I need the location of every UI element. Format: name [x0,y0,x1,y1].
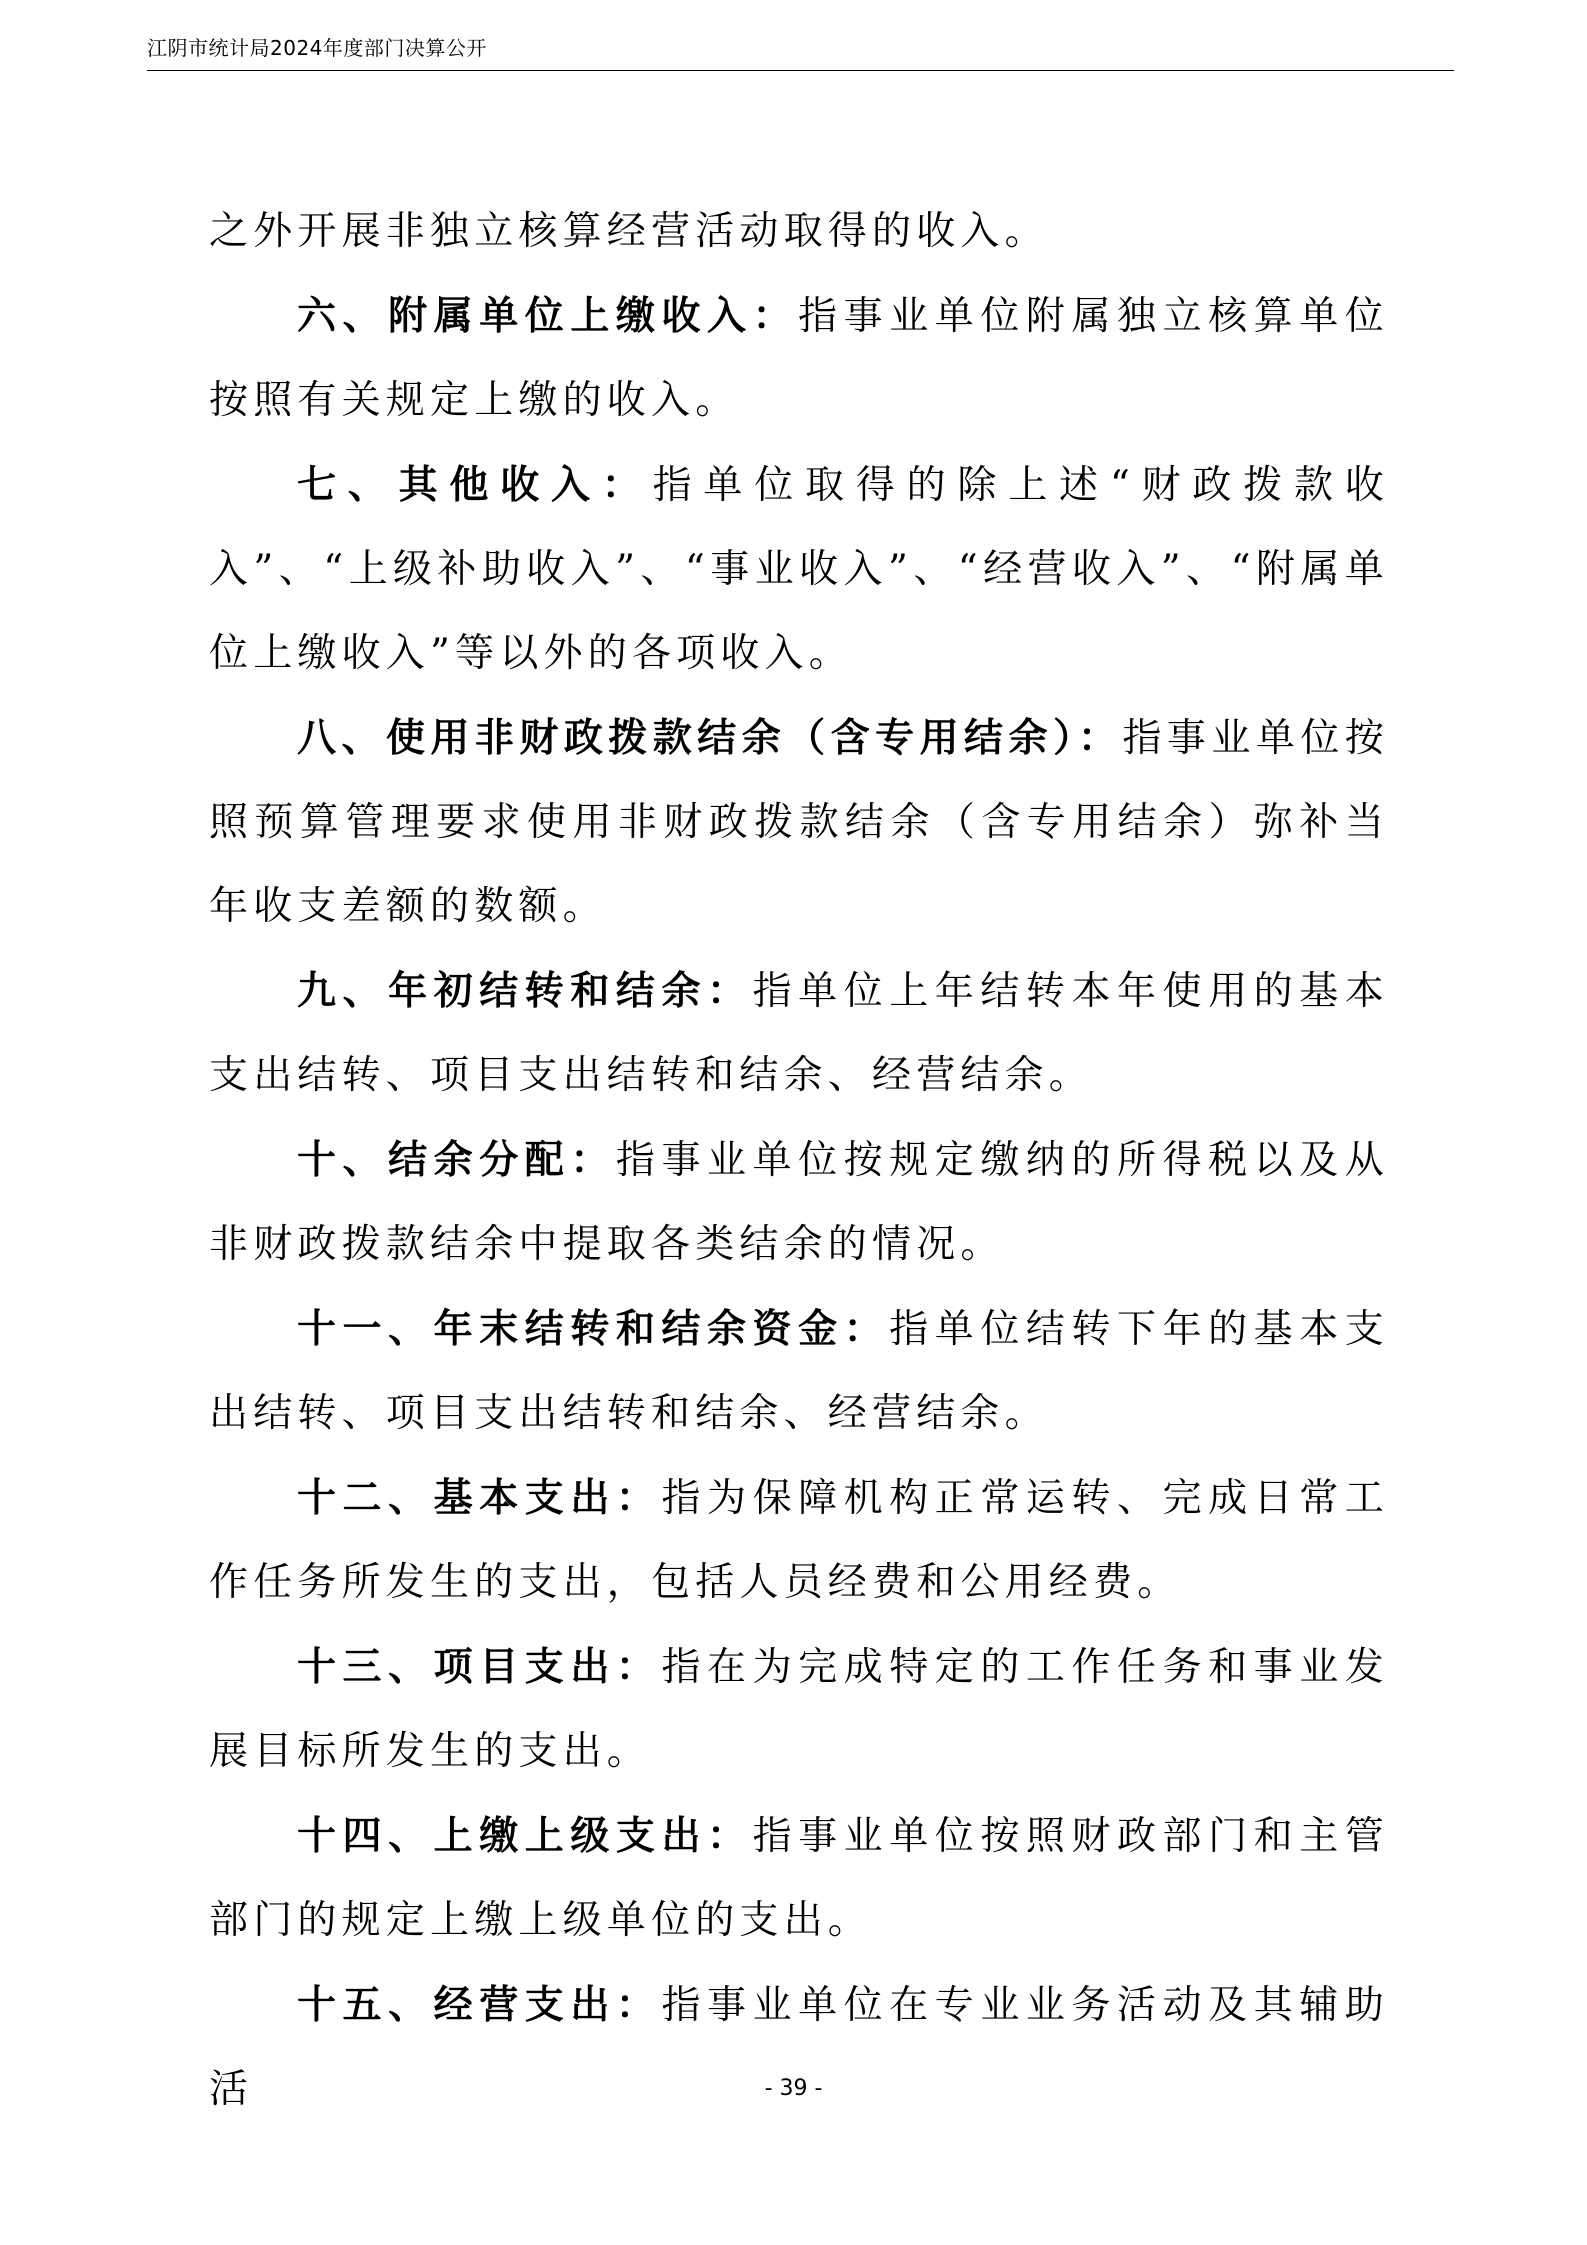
paragraph-term: 八、使用非财政拨款结余（含专用结余）： [297,715,1123,761]
paragraph-term: 十、结余分配： [297,1137,616,1183]
paragraph-term: 十五、经营支出： [297,1982,662,2028]
paragraph-term: 十四、上缴上级支出： [297,1813,753,1859]
paragraph-term: 六、附属单位上缴收入： [297,293,799,339]
paragraph-term: 九、年初结转和结余： [297,968,753,1014]
paragraph-text: 指在为完成特定的工作任务和事业发展目标所发生的支出。 [209,1645,1389,1774]
paragraph-text: 指单位上年结转本年使用的基本支出结转、项目支出结转和结余、经营结余。 [209,969,1389,1098]
paragraph-text: 指为保障机构正常运转、完成日常工作任务所发生的支出，包括人员经费和公用经费。 [209,1476,1389,1605]
header-title: 江阴市统计局2024年度部门决算公开 [147,36,487,60]
paragraph-3 [209,696,1389,949]
page-header [147,30,1454,71]
paragraph-text: 指事业单位附属独立核算单位按照有关规定上缴的收入。 [209,294,1389,423]
paragraph-4 [209,949,1389,1118]
paragraph-8 [209,1625,1389,1794]
paragraph-0 [209,190,1389,274]
paragraph-7 [209,1456,1389,1625]
paragraph-term: 十三、项目支出： [297,1644,662,1690]
paragraph-text: 指事业单位按规定缴纳的所得税以及从非财政拨款结余中提取各类结余的情况。 [209,1138,1390,1267]
paragraph-2 [209,443,1389,696]
paragraph-text: 指事业单位在专业业务活动及其辅助活 [209,1983,1389,2112]
paragraph-term: 十二、基本支出： [297,1475,662,1521]
paragraph-text: 之外开展非独立核算经营活动取得的收入。 [209,209,1049,254]
page-number: - 39 - [764,2076,823,2101]
page-footer [0,2076,1587,2101]
paragraph-6 [209,1287,1389,1456]
paragraph-term: 十一、年末结转和结余资金： [297,1306,890,1352]
paragraph-term: 七、其他收入： [297,462,653,508]
paragraph-9 [209,1794,1389,1963]
paragraph-5 [209,1118,1389,1287]
paragraph-text: 指事业单位按照预算管理要求使用非财政拨款结余（含专用结余）弥补当年收支差额的数额。 [209,716,1389,929]
paragraph-10 [209,1963,1389,2132]
paragraph-1 [209,274,1389,443]
paragraph-text: 指单位取得的除上述“财政拨款收入”、“上级补助收入”、“事业收入”、“经营收入”、“附属单位上缴收入”等以外的各项收入。 [209,463,1389,676]
paragraph-text: 指单位结转下年的基本支出结转、项目支出结转和结余、经营结余。 [209,1307,1389,1436]
document-body [209,190,1389,2132]
paragraph-text: 指事业单位按照财政部门和主管部门的规定上缴上级单位的支出。 [209,1814,1389,1943]
